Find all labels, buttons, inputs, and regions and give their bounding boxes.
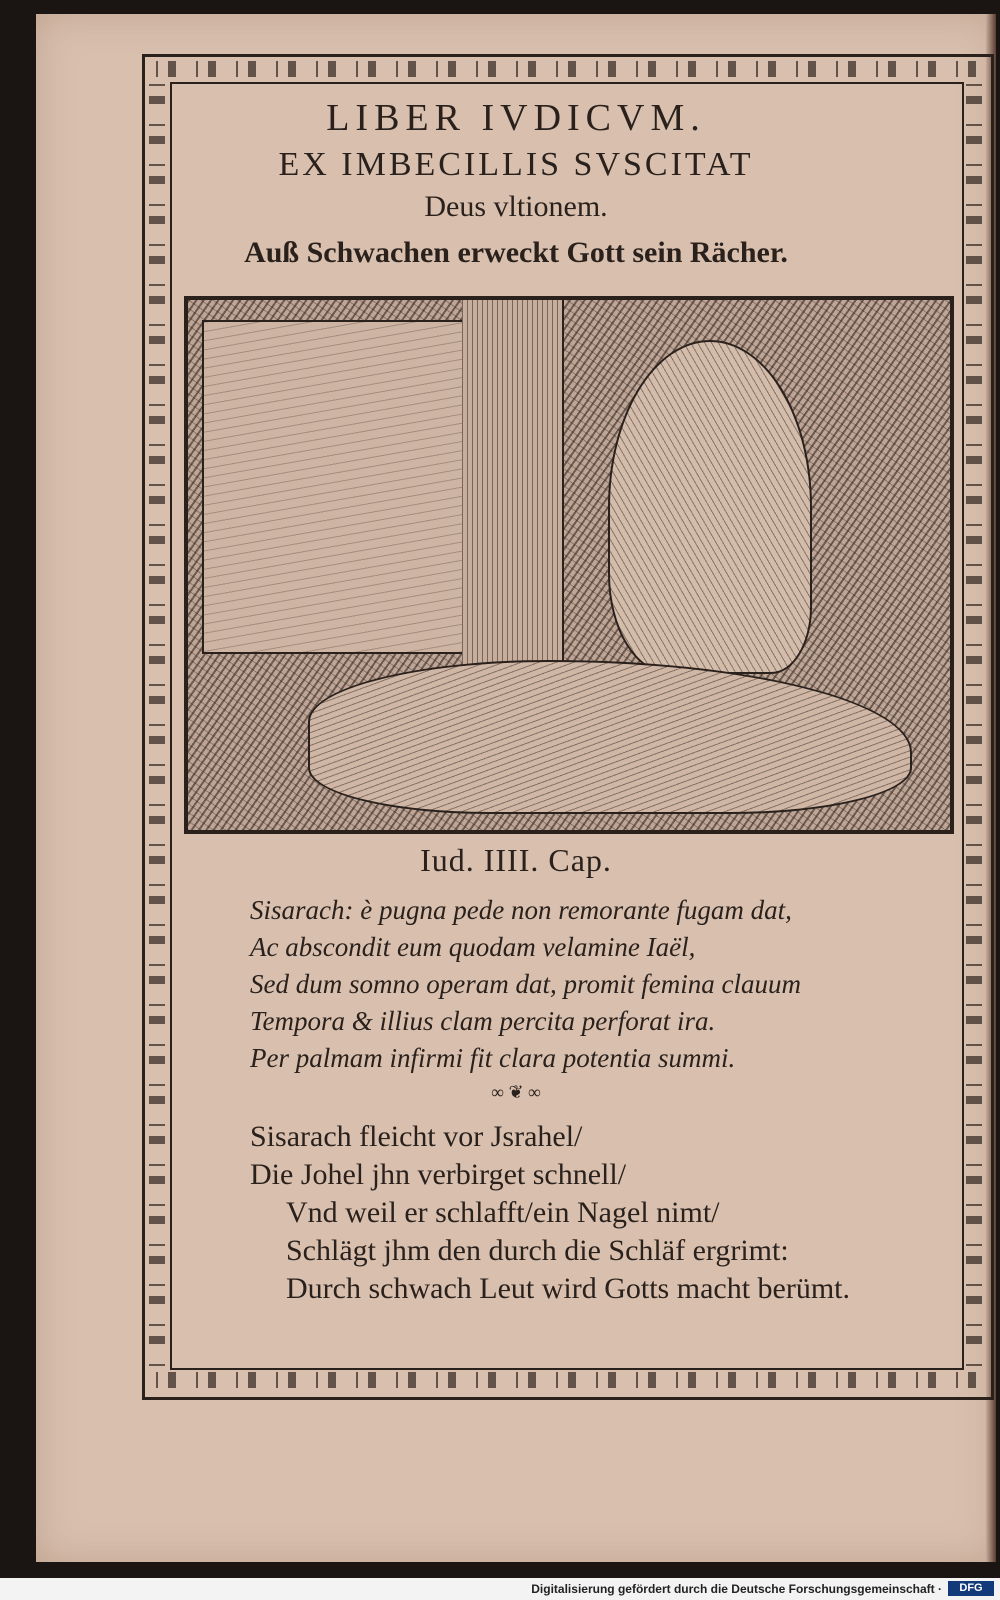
- german-line: Die Johel jhn verbirget schnell/: [250, 1158, 627, 1191]
- woodcut-illustration: [184, 296, 954, 834]
- woodcut-pillar: [462, 300, 564, 680]
- german-line: Vnd weil er schlafft/ein Nagel nimt/: [286, 1196, 720, 1229]
- latin-line: Tempora & illius clam percita perforat ira.: [250, 1006, 716, 1036]
- dfg-logo: DFG: [948, 1581, 994, 1596]
- latin-line: Ac abscondit eum quodam velamine Iaël,: [250, 932, 696, 962]
- woodcut-fallen-figure: [308, 660, 912, 814]
- motto-line-1: EX IMBECILLIS SVSCITAT: [278, 146, 754, 183]
- latin-verse: [250, 892, 950, 1077]
- woodcut-window-landscape: [202, 320, 466, 654]
- border-band-top: [146, 61, 986, 77]
- latin-line: Per palmam infirmi fit clara potentia summi.: [250, 1043, 736, 1073]
- german-line: Schlägt jhm den durch die Schläf ergrimt:: [286, 1234, 789, 1267]
- book-title: LIBER IVDICVM.: [326, 97, 706, 139]
- chapter-caption: Iud. IIII. Cap.: [420, 842, 612, 878]
- latin-line: Sed dum somno operam dat, promit femina clauum: [250, 969, 801, 999]
- german-verse: [250, 1118, 950, 1308]
- page-content: [36, 14, 996, 1562]
- digitization-footer: [0, 1578, 1000, 1600]
- woodcut-standing-figure: [608, 340, 812, 674]
- german-line: Durch schwach Leut wird Gotts macht berümt.: [286, 1272, 851, 1305]
- motto-line-2: Deus vltionem.: [424, 190, 608, 223]
- german-line: Sisarach fleicht vor Jsrahel/: [250, 1120, 583, 1153]
- german-motto: Auß Schwachen erweckt Gott sein Rächer.: [244, 236, 788, 269]
- fleuron-ornament: ∞ ❦ ∞: [491, 1082, 541, 1102]
- latin-line: Sisarach: è pugna pede non remorante fugam dat,: [250, 895, 792, 925]
- footer-credit: Digitalisierung gefördert durch die Deutsche Forschungsgemeinschaft ·: [531, 1582, 942, 1596]
- border-band-bottom: [146, 1372, 986, 1388]
